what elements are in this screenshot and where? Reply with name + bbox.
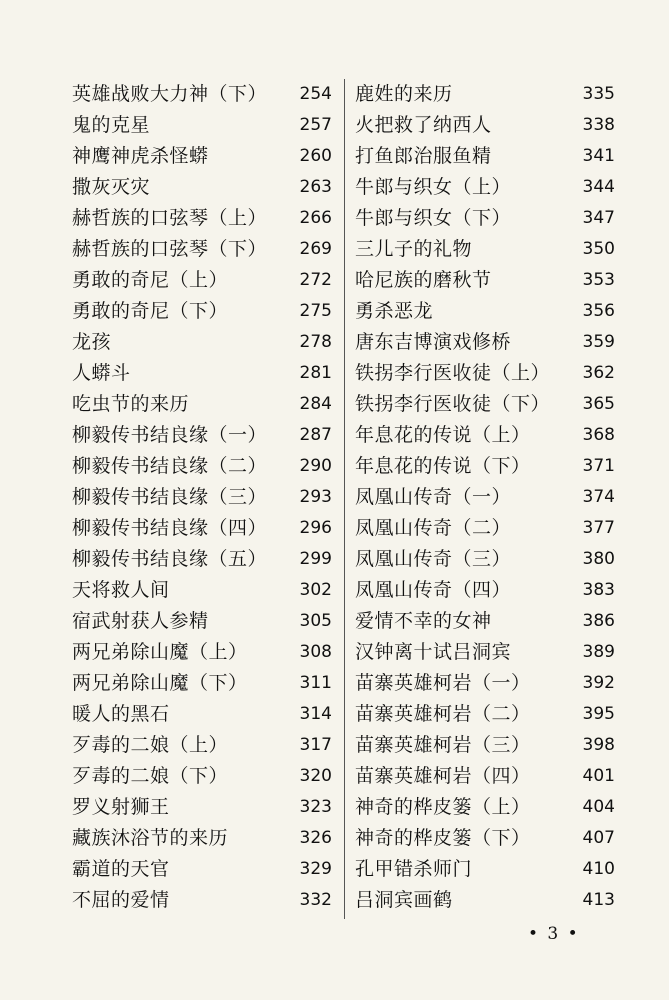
toc-entry-page: 326 (299, 828, 332, 848)
toc-entry (72, 358, 332, 389)
toc-entry (72, 544, 332, 575)
toc-entry-page: 410 (582, 859, 615, 879)
toc-entry (72, 885, 332, 916)
toc-entry-title: 柳毅传书结良缘（三） (72, 486, 268, 508)
toc-entry-page: 257 (299, 115, 332, 135)
toc-entry-title: 歹毒的二娘（上） (72, 734, 229, 756)
toc-entry-page: 392 (582, 673, 615, 693)
column-divider (344, 79, 345, 919)
toc-entry-page: 344 (582, 177, 615, 197)
toc-entry (355, 389, 615, 420)
toc-entry-title: 天将救人间 (72, 579, 170, 601)
toc-entry-page: 320 (299, 766, 332, 786)
toc-entry (355, 761, 615, 792)
page-number: • 3 • (528, 924, 580, 944)
toc-entry-title: 人蟒斗 (72, 362, 131, 384)
toc-entry-page: 284 (299, 394, 332, 414)
toc-entry (355, 172, 615, 203)
toc-entry-title: 苗寨英雄柯岩（四） (355, 765, 531, 787)
toc-entry-title: 宿武射获人参精 (72, 610, 209, 632)
toc-entry (355, 730, 615, 761)
toc-entry (72, 792, 332, 823)
toc-entry-page: 347 (582, 208, 615, 228)
toc-entry-title: 汉钟离十试吕洞宾 (355, 641, 512, 663)
toc-entry-page: 365 (582, 394, 615, 414)
toc-entry (72, 606, 332, 637)
toc-entry-title: 凤凰山传奇（二） (355, 517, 512, 539)
toc-entry (355, 482, 615, 513)
toc-entry-page: 338 (582, 115, 615, 135)
toc-entry (355, 513, 615, 544)
toc-entry-page: 287 (299, 425, 332, 445)
toc-entry (72, 575, 332, 606)
toc-entry-title: 苗寨英雄柯岩（三） (355, 734, 531, 756)
toc-entry-title: 英雄战败大力神（下） (72, 83, 268, 105)
toc-entry-page: 260 (299, 146, 332, 166)
toc-entry-title: 龙孩 (72, 331, 112, 353)
toc-entry-page: 401 (582, 766, 615, 786)
toc-entry (72, 110, 332, 141)
toc-entry-title: 勇敢的奇尼（下） (72, 300, 229, 322)
toc-entry-title: 唐东吉博演戏修桥 (355, 331, 512, 353)
toc-entry (72, 203, 332, 234)
toc-entry (355, 327, 615, 358)
toc-entry (72, 637, 332, 668)
toc-entry (355, 451, 615, 482)
toc-entry-page: 341 (582, 146, 615, 166)
toc-entry-page: 356 (582, 301, 615, 321)
toc-entry (72, 823, 332, 854)
toc-entry (72, 296, 332, 327)
toc-entry (72, 234, 332, 265)
toc-entry-title: 苗寨英雄柯岩（一） (355, 672, 531, 694)
toc-entry-title: 霸道的天官 (72, 858, 170, 880)
toc-entry-title: 火把救了纳西人 (355, 114, 492, 136)
toc-entry (72, 141, 332, 172)
toc-entry-title: 哈尼族的磨秋节 (355, 269, 492, 291)
toc-entry-title: 歹毒的二娘（下） (72, 765, 229, 787)
toc-entry-title: 铁拐李行医收徒（上） (355, 362, 551, 384)
toc-entry-title: 凤凰山传奇（一） (355, 486, 512, 508)
toc-entry-title: 罗义射狮王 (72, 796, 170, 818)
toc-entry-page: 353 (582, 270, 615, 290)
toc-entry (355, 637, 615, 668)
toc-entry-page: 305 (299, 611, 332, 631)
toc-entry-page: 299 (299, 549, 332, 569)
toc-entry-title: 勇敢的奇尼（上） (72, 269, 229, 291)
toc-entry-page: 359 (582, 332, 615, 352)
toc-entry-page: 413 (582, 890, 615, 910)
toc-entry (72, 327, 332, 358)
toc-entry-title: 藏族沐浴节的来历 (72, 827, 229, 849)
toc-entry-title: 吃虫节的来历 (72, 393, 190, 415)
toc-entry (355, 823, 615, 854)
toc-entry-title: 孔甲错杀师门 (355, 858, 473, 880)
toc-entry-page: 293 (299, 487, 332, 507)
toc-entry-title: 暖人的黑石 (72, 703, 170, 725)
toc-entry-page: 290 (299, 456, 332, 476)
toc-entry-page: 383 (582, 580, 615, 600)
toc-entry-page: 368 (582, 425, 615, 445)
toc-entry-title: 赫哲族的口弦琴（上） (72, 207, 268, 229)
toc-entry-title: 不屈的爱情 (72, 889, 170, 911)
toc-entry-page: 278 (299, 332, 332, 352)
toc-left-column (72, 79, 332, 916)
toc-entry-title: 两兄弟除山魔（下） (72, 672, 248, 694)
toc-entry-title: 神鹰神虎杀怪蟒 (72, 145, 209, 167)
toc-entry-title: 打鱼郎治服鱼精 (355, 145, 492, 167)
toc-entry-page: 335 (582, 84, 615, 104)
toc-entry (355, 885, 615, 916)
toc-entry-title: 凤凰山传奇（三） (355, 548, 512, 570)
toc-entry (72, 79, 332, 110)
toc-entry-title: 年息花的传说（下） (355, 455, 531, 477)
toc-entry-page: 332 (299, 890, 332, 910)
toc-entry-page: 380 (582, 549, 615, 569)
toc-entry-title: 撒灰灭灾 (72, 176, 151, 198)
toc-entry-title: 牛郎与织女（下） (355, 207, 512, 229)
toc-entry-title: 苗寨英雄柯岩（二） (355, 703, 531, 725)
toc-entry (355, 141, 615, 172)
toc-entry-title: 年息花的传说（上） (355, 424, 531, 446)
toc-entry-page: 407 (582, 828, 615, 848)
toc-entry-page: 263 (299, 177, 332, 197)
toc-entry-title: 神奇的桦皮篓（上） (355, 796, 531, 818)
toc-entry-title: 柳毅传书结良缘（二） (72, 455, 268, 477)
toc-entry-title: 凤凰山传奇（四） (355, 579, 512, 601)
toc-entry (355, 203, 615, 234)
table-of-contents (0, 79, 669, 919)
toc-entry-title: 神奇的桦皮篓（下） (355, 827, 531, 849)
toc-entry-page: 362 (582, 363, 615, 383)
toc-entry-page: 386 (582, 611, 615, 631)
toc-entry-title: 牛郎与织女（上） (355, 176, 512, 198)
toc-entry (355, 575, 615, 606)
toc-entry-title: 两兄弟除山魔（上） (72, 641, 248, 663)
toc-entry (355, 792, 615, 823)
toc-entry-page: 371 (582, 456, 615, 476)
toc-entry (355, 358, 615, 389)
toc-entry (72, 761, 332, 792)
toc-entry (72, 482, 332, 513)
toc-entry-page: 314 (299, 704, 332, 724)
toc-entry (355, 420, 615, 451)
toc-entry (72, 668, 332, 699)
toc-entry-page: 389 (582, 642, 615, 662)
toc-entry (355, 854, 615, 885)
toc-entry (355, 265, 615, 296)
toc-entry-title: 鹿姓的来历 (355, 83, 453, 105)
toc-entry (355, 606, 615, 637)
toc-entry (72, 389, 332, 420)
toc-entry-title: 铁拐李行医收徒（下） (355, 393, 551, 415)
toc-entry-title: 吕洞宾画鹤 (355, 889, 453, 911)
toc-entry-page: 311 (299, 673, 332, 693)
toc-right-column (355, 79, 615, 916)
toc-entry (355, 296, 615, 327)
toc-entry-page: 377 (582, 518, 615, 538)
toc-entry (72, 172, 332, 203)
toc-entry-page: 254 (299, 84, 332, 104)
toc-entry-title: 勇杀恶龙 (355, 300, 434, 322)
toc-entry (355, 110, 615, 141)
toc-entry (355, 234, 615, 265)
toc-entry (72, 420, 332, 451)
toc-entry-page: 269 (299, 239, 332, 259)
toc-entry-title: 鬼的克星 (72, 114, 151, 136)
toc-entry-page: 404 (582, 797, 615, 817)
toc-entry (72, 854, 332, 885)
toc-entry (72, 513, 332, 544)
toc-entry (72, 730, 332, 761)
toc-entry-page: 398 (582, 735, 615, 755)
toc-entry-page: 308 (299, 642, 332, 662)
toc-entry-page: 272 (299, 270, 332, 290)
toc-entry-page: 350 (582, 239, 615, 259)
toc-entry-title: 三儿子的礼物 (355, 238, 473, 260)
toc-entry-page: 302 (299, 580, 332, 600)
toc-entry-page: 323 (299, 797, 332, 817)
toc-entry-title: 赫哲族的口弦琴（下） (72, 238, 268, 260)
toc-entry (72, 451, 332, 482)
toc-entry-title: 柳毅传书结良缘（四） (72, 517, 268, 539)
toc-entry-title: 爱情不幸的女神 (355, 610, 492, 632)
toc-entry-page: 395 (582, 704, 615, 724)
toc-entry-page: 296 (299, 518, 332, 538)
toc-entry (355, 699, 615, 730)
toc-entry-page: 329 (299, 859, 332, 879)
toc-entry-page: 275 (299, 301, 332, 321)
toc-entry (355, 544, 615, 575)
toc-entry-title: 柳毅传书结良缘（五） (72, 548, 268, 570)
toc-entry-page: 317 (299, 735, 332, 755)
toc-entry (355, 668, 615, 699)
toc-entry (72, 265, 332, 296)
toc-entry-page: 374 (582, 487, 615, 507)
toc-entry (72, 699, 332, 730)
toc-entry-title: 柳毅传书结良缘（一） (72, 424, 268, 446)
toc-entry-page: 281 (299, 363, 332, 383)
toc-entry (355, 79, 615, 110)
toc-entry-page: 266 (299, 208, 332, 228)
